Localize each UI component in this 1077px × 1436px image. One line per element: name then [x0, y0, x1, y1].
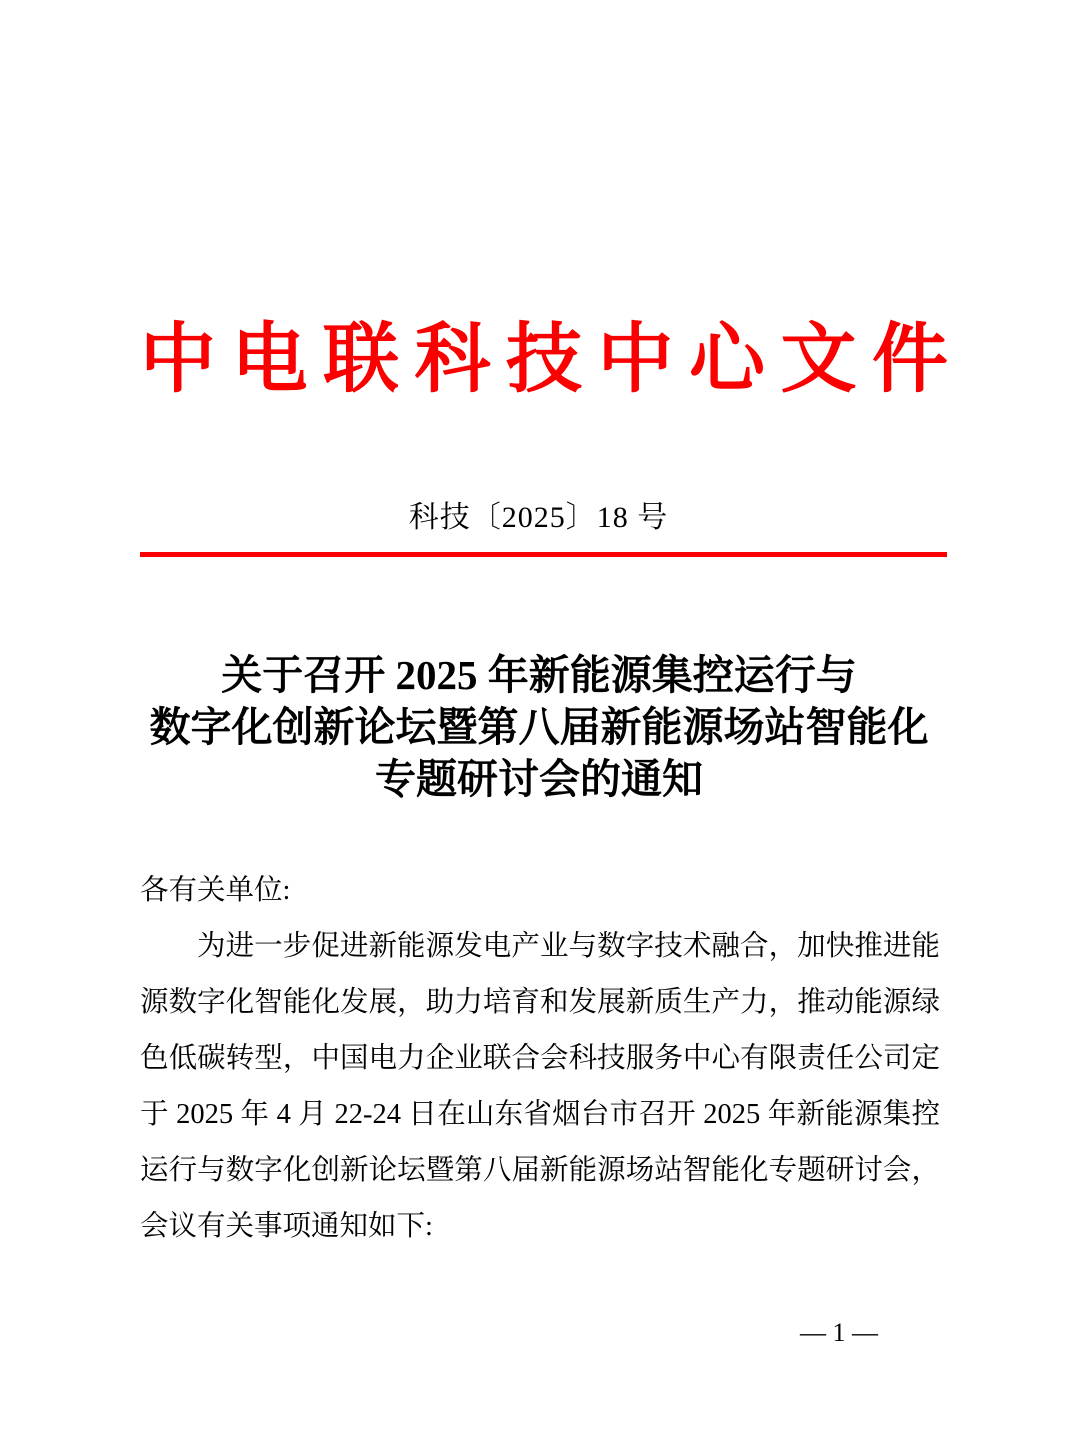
page-number: — 1 —: [800, 1318, 878, 1347]
notice-body: [140, 863, 940, 1255]
notice-title-line-3: 专题研讨会的通知: [375, 756, 703, 802]
paragraph-line: 于 2025 年 4 月 22-24 日在山东省烟台市召开 2025 年新能源集控: [140, 1099, 940, 1130]
notice-title-line-2: 数字化创新论坛暨第八届新能源场站智能化: [149, 704, 929, 750]
red-divider-line: [140, 552, 947, 557]
paragraph-line: 源数字化智能化发展，助力培育和发展新质生产力，推动能源绿: [140, 987, 940, 1018]
paragraph-line: 运行与数字化创新论坛暨第八届新能源场站智能化专题研讨会，: [140, 1155, 940, 1186]
paragraph-line: 会议有关事项通知如下:: [140, 1211, 433, 1242]
org-header-title: 中 电 联 科 技 中 心 文 件: [140, 318, 948, 402]
paragraph-line: 为进一步促进新能源发电产业与数字技术融合，加快推进能: [197, 931, 940, 962]
notice-title: [138, 649, 940, 805]
notice-title-line-1: 关于召开 2025 年新能源集控运行与: [221, 652, 857, 698]
document-number: 科技〔2025〕18 号: [408, 501, 669, 534]
paragraph-line: 色低碳转型，中国电力企业联合会科技服务中心有限责任公司定: [140, 1043, 940, 1074]
salutation: 各有关单位:: [140, 875, 291, 906]
